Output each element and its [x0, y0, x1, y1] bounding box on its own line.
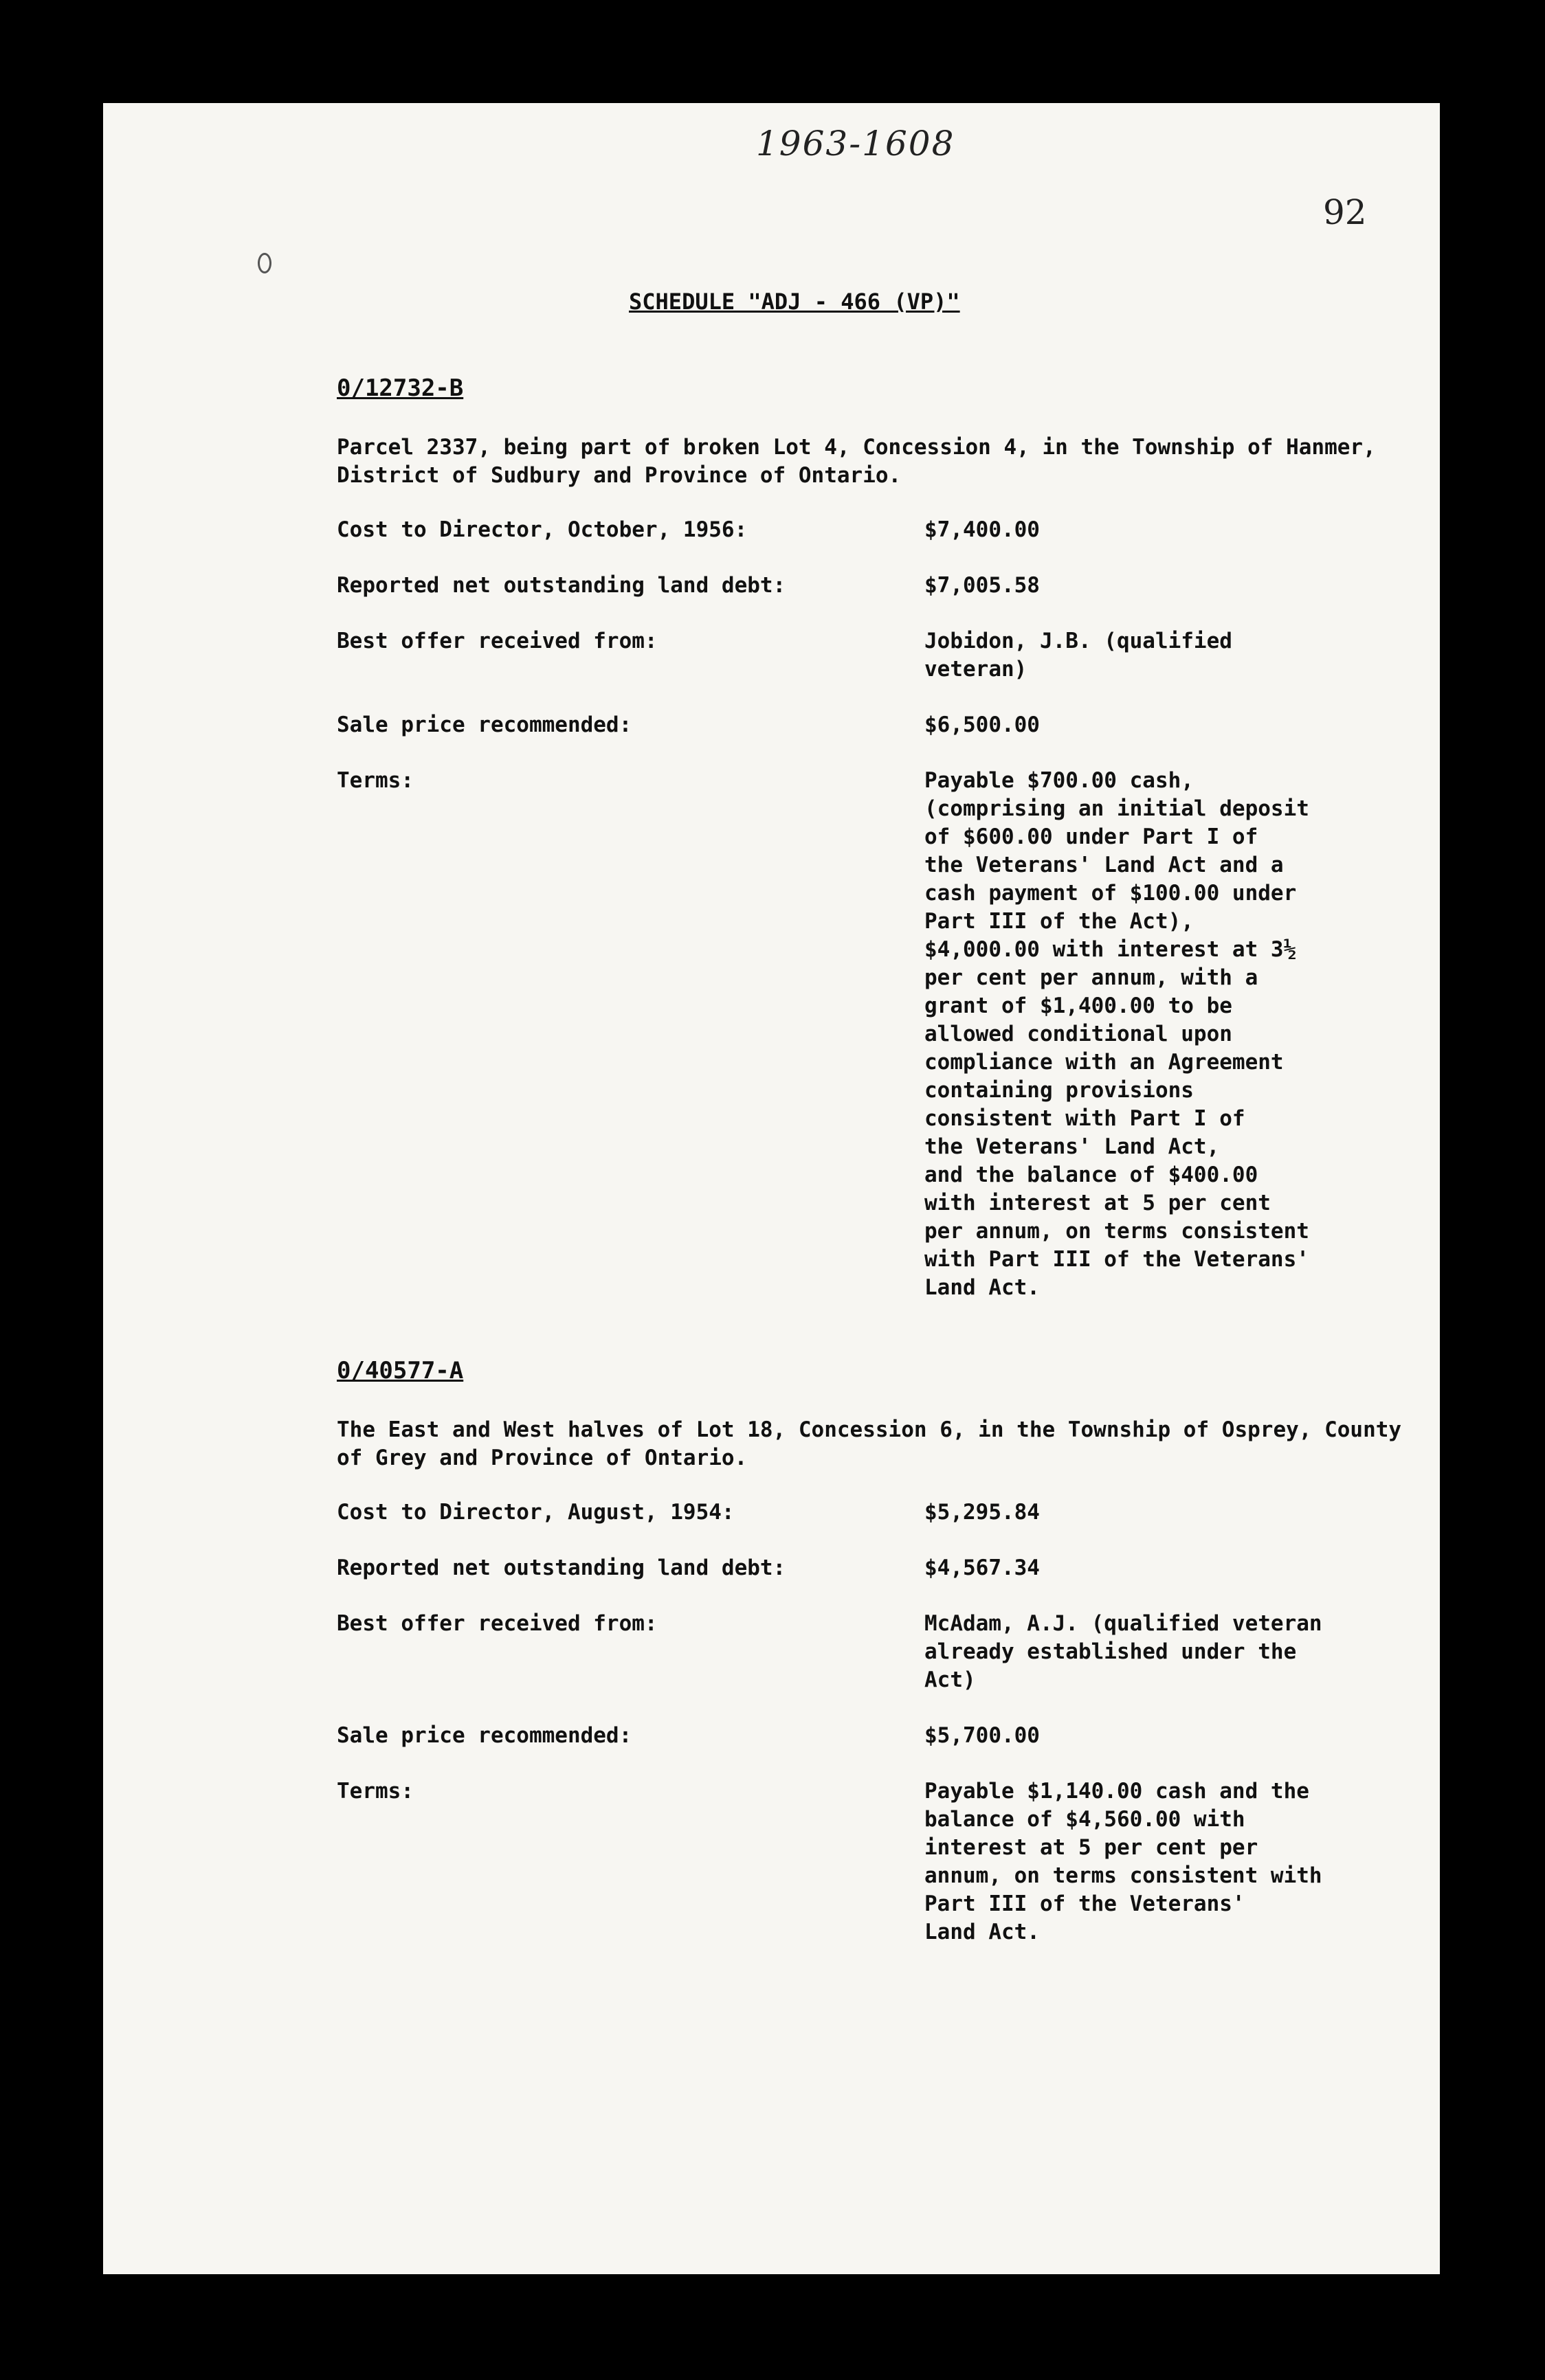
land-debt-value: $4,567.34	[924, 1556, 1040, 1580]
document-page	[103, 103, 1440, 2274]
cost-label: Cost to Director, August, 1954:	[337, 1500, 735, 1525]
entry-description: Parcel 2337, being part of broken Lot 4, Concession 4, in the Township of Hanmer, District of Sudbury and Province of Ontario.	[337, 435, 1376, 488]
best-offer-value: Jobidon, J.B. (qualified veteran)	[924, 629, 1232, 682]
sale-price-label: Sale price recommended:	[337, 1723, 632, 1748]
terms-label: Terms:	[337, 768, 414, 793]
land-debt-row	[337, 1554, 1409, 1582]
paper-blemish	[258, 253, 271, 273]
entry-1	[337, 374, 1409, 1329]
entry-file-number: 0/40577-A	[337, 1357, 464, 1384]
handwritten-file-number: 1963-1608	[756, 124, 955, 164]
entry-2	[337, 1357, 1409, 1974]
entry-file-number: 0/12732-B	[337, 374, 464, 402]
cost-value: $7,400.00	[924, 517, 1040, 542]
sale-price-row	[337, 711, 1409, 739]
terms-row	[337, 767, 1409, 1302]
land-debt-label: Reported net outstanding land debt:	[337, 1556, 786, 1580]
sale-price-label: Sale price recommended:	[337, 712, 632, 737]
best-offer-label: Best offer received from:	[337, 629, 658, 653]
sale-price-row	[337, 1722, 1409, 1750]
best-offer-value: McAdam, A.J. (qualified veteran already established under the Act)	[924, 1611, 1322, 1692]
terms-value: Payable $1,140.00 cash and the balance of $4,560.00 with interest at 5 per cent per annum, on terms consistent with Part III of the Veterans' Land Act.	[924, 1779, 1322, 1944]
terms-row	[337, 1777, 1409, 1946]
terms-value: Payable $700.00 cash, (comprising an initial deposit of $600.00 under Part I of the Veterans' Land Act and a cash payment of $100.00 under Part III of the Act), $4,000.00 with interest at 3½ per cent per annum, with a grant of $1,400.00 to be allowed conditional upon compliance with an Agreement containing provisions consistent with Part I of the Veterans' Land Act, and the balance of $400.00 with interest at 5 per cent per annum, on terms consistent with Part III of the Veterans' Land Act.	[924, 768, 1309, 1300]
page-number: 92	[1323, 192, 1367, 232]
terms-label: Terms:	[337, 1779, 414, 1804]
entry-description: The East and West halves of Lot 18, Concession 6, in the Township of Osprey, County of Grey and Province of Ontario.	[337, 1417, 1402, 1470]
land-debt-value: $7,005.58	[924, 573, 1040, 598]
best-offer-label: Best offer received from:	[337, 1611, 658, 1636]
sale-price-value: $6,500.00	[924, 712, 1040, 737]
cost-row	[337, 516, 1409, 544]
schedule-title: SCHEDULE "ADJ - 466 (VP)"	[629, 289, 960, 315]
land-debt-label: Reported net outstanding land debt:	[337, 573, 786, 598]
land-debt-row	[337, 572, 1409, 600]
best-offer-row	[337, 627, 1409, 684]
cost-value: $5,295.84	[924, 1500, 1040, 1525]
best-offer-row	[337, 1610, 1409, 1694]
sale-price-value: $5,700.00	[924, 1723, 1040, 1748]
cost-label: Cost to Director, October, 1956:	[337, 517, 748, 542]
cost-row	[337, 1498, 1409, 1527]
